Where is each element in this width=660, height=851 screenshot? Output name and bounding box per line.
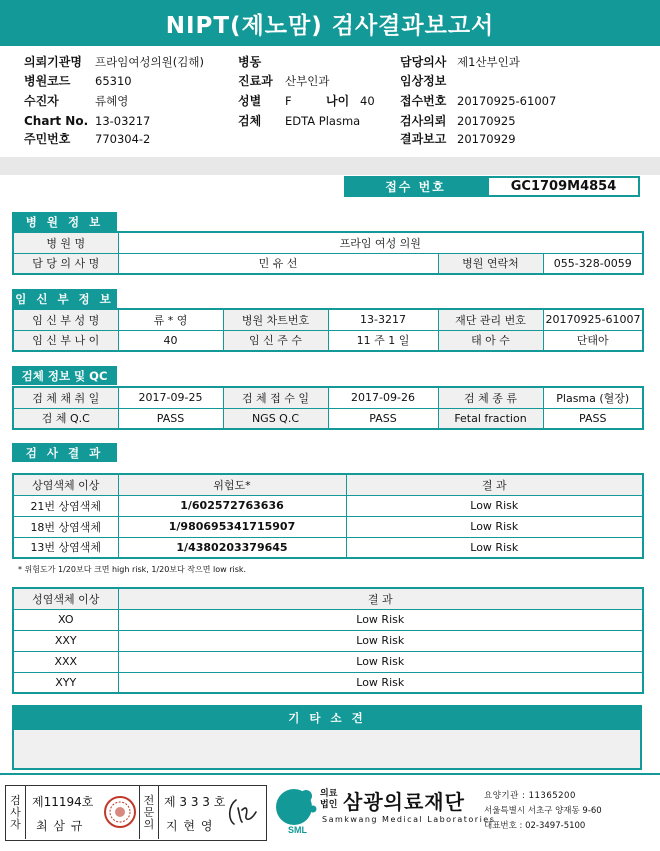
org-english-name: Samkwang Medical Laboratories <box>322 815 496 824</box>
autosome-name: 21번 상염색체 <box>13 495 118 516</box>
sex-chrom-result: Low Risk <box>118 651 643 672</box>
table-row <box>13 651 643 672</box>
resident-no-label: 주민번호 <box>24 132 71 146</box>
col-risk-header: 위험도* <box>118 474 346 495</box>
chart-no-label: Chart No. <box>24 114 89 128</box>
pregnant-age-label: 임 신 부 나 이 <box>13 330 118 351</box>
specimen-label: 검체 <box>238 114 262 128</box>
fetus-count-value: 단태아 <box>543 330 643 351</box>
resident-no-value: 770304-2 <box>95 132 151 146</box>
institution-label: 의뢰기관명 <box>24 55 82 69</box>
hospital-info-table <box>12 231 644 275</box>
ngs-qc-label: NGS Q.C <box>223 408 328 429</box>
sex-label: 성별 <box>238 94 262 108</box>
collect-date-value: 2017-09-25 <box>118 387 223 408</box>
receipt-number-value: GC1709M4854 <box>487 176 640 197</box>
divider-band <box>0 157 660 175</box>
hospital-contact-value: 055-328-0059 <box>543 253 643 274</box>
request-date: 20170925 <box>457 114 516 128</box>
sex-chrom-name: XYY <box>13 672 118 693</box>
col-sex-result-header: 결 과 <box>118 588 643 609</box>
autosome-risk: 1/980695341715907 <box>118 516 346 537</box>
org-name: 삼광의료재단 <box>343 790 465 814</box>
sex-chromosome-table <box>12 587 644 694</box>
doctor-label: 담당의사 <box>400 55 447 69</box>
autosome-name: 18번 상염색체 <box>13 516 118 537</box>
autosome-risk: 1/602572763636 <box>118 495 346 516</box>
dept-label: 진료과 <box>238 74 273 88</box>
confirm-name: 지 현 영 <box>166 819 214 833</box>
col-autosome-header: 상염색체 이상 <box>13 474 118 495</box>
signature-box <box>5 785 267 841</box>
table-row <box>13 537 643 558</box>
specimen-qc-label: 검 체 Q.C <box>13 408 118 429</box>
hospital-code-value: 65310 <box>95 74 132 88</box>
age-value: 40 <box>360 94 375 108</box>
autosome-result: Low Risk <box>346 495 643 516</box>
doctor-name-label: 담 당 의 사 명 <box>13 253 118 274</box>
table-row <box>13 232 643 253</box>
fetus-count-label: 태 아 수 <box>438 330 543 351</box>
other-findings-box <box>12 730 642 770</box>
signature-icon <box>224 794 260 830</box>
sex-chrom-name: XXX <box>13 651 118 672</box>
specimen-type-label: 검 체 종 류 <box>438 387 543 408</box>
patient-value: 류혜영 <box>95 94 129 108</box>
pregnant-info-tab: 임 신 부 정 보 <box>12 289 117 308</box>
autosome-name: 13번 상염색체 <box>13 537 118 558</box>
sex-chrom-result: Low Risk <box>118 630 643 651</box>
report-date: 20170929 <box>457 132 516 146</box>
receipt-no-label: 접수번호 <box>400 94 447 108</box>
receive-date-label: 검 체 접 수 일 <box>223 387 328 408</box>
pregnant-info-table <box>12 308 644 352</box>
fetal-fraction-value: PASS <box>543 408 643 429</box>
org-type: 의료법인 <box>320 789 338 810</box>
confirm-license: 제 3 3 3 호 <box>164 795 226 809</box>
pregnant-age-value: 40 <box>118 330 223 351</box>
management-number-value: 20170925-61007 <box>543 309 643 330</box>
confirm-label: 전문의 <box>143 793 155 831</box>
table-row <box>13 408 643 429</box>
pregnant-name-value: 류 * 영 <box>118 309 223 330</box>
fetal-fraction-label: Fetal fraction <box>438 408 543 429</box>
specimen-qc-value: PASS <box>118 408 223 429</box>
doctor-value: 제1산부인과 <box>457 55 520 69</box>
report-title: NIPT(제노맘) 검사결과보고서 <box>0 0 660 46</box>
specimen-qc-table <box>12 386 644 430</box>
examiner-license: 제11194호 <box>32 795 94 809</box>
dept-value: 산부인과 <box>285 74 330 88</box>
sex-value: F <box>285 94 292 108</box>
clinical-info-label: 임상정보 <box>400 74 447 88</box>
care-number: 요양기관 : 11365200 <box>484 791 576 801</box>
table-row <box>13 387 643 408</box>
autosome-risk: 1/4380203379645 <box>118 537 346 558</box>
other-findings-header: 기 타 소 견 <box>12 705 642 730</box>
table-row <box>13 609 643 630</box>
receipt-number-label: 접수 번호 <box>344 176 487 197</box>
institution-value: 프라임여성의원(김해) <box>95 55 204 69</box>
specimen-type-value: Plasma (혈장) <box>543 387 643 408</box>
col-sex-chrom-header: 성염색체 이상 <box>13 588 118 609</box>
sml-logo-icon <box>272 785 320 837</box>
footer-divider <box>0 773 660 775</box>
risk-footnote: * 위험도가 1/20보다 크면 high risk, 1/20보다 작으면 low risk. <box>18 565 247 574</box>
gestation-weeks-label: 임 신 주 수 <box>223 330 328 351</box>
sex-chrom-name: XXY <box>13 630 118 651</box>
hospital-name-label: 병 원 명 <box>13 232 118 253</box>
sex-chrom-result: Low Risk <box>118 609 643 630</box>
chart-no-value: 13-03217 <box>95 114 151 128</box>
examiner-seal <box>102 792 138 832</box>
autosome-results-table <box>12 473 644 559</box>
table-row <box>13 253 643 274</box>
pregnant-name-label: 임 신 부 성 명 <box>13 309 118 330</box>
specimen-value: EDTA Plasma <box>285 114 361 128</box>
col-result-header: 결 과 <box>346 474 643 495</box>
hospital-info-tab: 병 원 정 보 <box>12 212 117 231</box>
chart-number-label: 병원 차트번호 <box>223 309 328 330</box>
report-label: 결과보고 <box>400 132 447 146</box>
specimen-qc-tab: 검체 정보 및 QC <box>12 366 117 385</box>
age-label: 나이 <box>326 94 350 108</box>
org-address: 서울특별시 서초구 양재동 9-60 <box>484 806 602 816</box>
examiner-label: 검사자 <box>10 793 21 831</box>
receive-date-value: 2017-09-26 <box>328 387 438 408</box>
table-row <box>13 630 643 651</box>
table-row <box>13 672 643 693</box>
autosome-result: Low Risk <box>346 516 643 537</box>
sex-chrom-result: Low Risk <box>118 672 643 693</box>
receipt-no-value: 20170925-61007 <box>457 94 557 108</box>
table-header-row <box>13 474 643 495</box>
sml-logo-text: SML <box>288 825 307 835</box>
table-header-row <box>13 588 643 609</box>
management-number-label: 재단 관리 번호 <box>438 309 543 330</box>
gestation-weeks-value: 11 주 1 일 <box>328 330 438 351</box>
patient-label: 수진자 <box>24 94 59 108</box>
org-phone: 대표번호 : 02-3497-5100 <box>484 821 586 831</box>
chart-number-value: 13-3217 <box>328 309 438 330</box>
request-label: 검사의뢰 <box>400 114 447 128</box>
ward-label: 병동 <box>238 55 262 69</box>
hospital-name-value: 프라임 여성 의원 <box>118 232 643 253</box>
table-row <box>13 516 643 537</box>
table-row <box>13 495 643 516</box>
collect-date-label: 검 체 채 취 일 <box>13 387 118 408</box>
table-row <box>13 330 643 351</box>
ngs-qc-value: PASS <box>328 408 438 429</box>
doctor-name-value: 민 유 선 <box>118 253 438 274</box>
autosome-result: Low Risk <box>346 537 643 558</box>
sex-chrom-name: XO <box>13 609 118 630</box>
hospital-code-label: 병원코드 <box>24 74 71 88</box>
table-row <box>13 309 643 330</box>
examiner-name: 최 삼 규 <box>36 819 84 833</box>
hospital-contact-label: 병원 연락처 <box>438 253 543 274</box>
results-tab: 검 사 결 과 <box>12 443 117 462</box>
